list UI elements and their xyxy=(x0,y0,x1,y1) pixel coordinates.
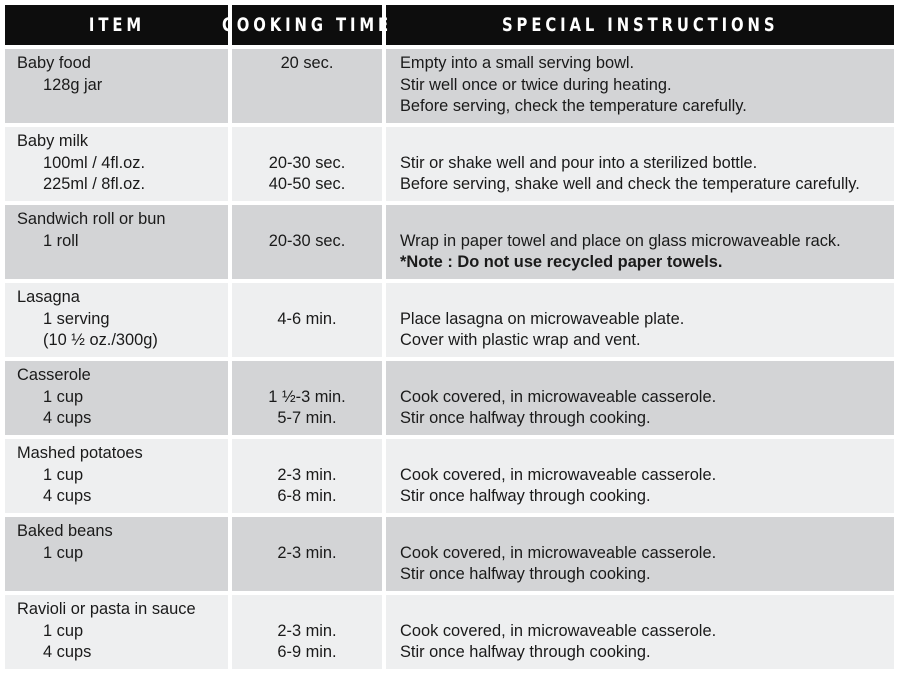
cooking-time xyxy=(232,131,382,153)
table-row xyxy=(5,361,894,435)
instructions-cell xyxy=(386,439,894,513)
instruction-line: Cook covered, in microwaveable casserole. xyxy=(400,387,717,406)
instructions-cell xyxy=(386,127,894,201)
header-special-instructions: SPECIAL INSTRUCTIONS xyxy=(386,5,894,45)
table-row xyxy=(5,439,894,513)
item-portion: 1 cup xyxy=(43,543,84,562)
instructions-cell xyxy=(386,283,894,357)
item-name: Casserole xyxy=(17,366,91,384)
item-portion: 1 serving xyxy=(43,309,110,328)
instruction-line xyxy=(400,599,894,621)
instruction-line: Cook covered, in microwaveable casserole. xyxy=(400,465,717,484)
instruction-line: Stir once halfway through cooking. xyxy=(400,643,651,662)
instruction-line: Cook covered, in microwaveable casserole. xyxy=(400,621,717,640)
instruction-line: Stir once halfway through cooking. xyxy=(400,487,651,506)
instruction-line xyxy=(400,443,894,465)
item-portion: 4 cups xyxy=(43,487,92,506)
instruction-line: Cook covered, in microwaveable casserole. xyxy=(400,543,717,562)
cooking-time: 2-3 min. xyxy=(277,543,337,562)
table-row xyxy=(5,205,894,279)
item-cell xyxy=(5,361,228,435)
table-row xyxy=(5,127,894,201)
item-portion: 1 roll xyxy=(43,231,79,250)
instruction-line xyxy=(400,365,894,387)
table-row xyxy=(5,517,894,591)
cooking-time: 1 ½-3 min. xyxy=(268,387,346,406)
cooking-time xyxy=(232,599,382,621)
instruction-line: Stir once halfway through cooking. xyxy=(400,409,651,428)
instructions-cell xyxy=(386,205,894,279)
item-portion: 128g jar xyxy=(43,75,103,94)
instruction-line: Before serving, check the temperature carefully. xyxy=(400,97,747,116)
instruction-line: Cover with plastic wrap and vent. xyxy=(400,331,641,350)
instructions-cell xyxy=(386,517,894,591)
cooking-time: 40-50 sec. xyxy=(268,175,346,194)
time-cell xyxy=(232,283,382,357)
time-cell xyxy=(232,361,382,435)
item-cell xyxy=(5,439,228,513)
item-cell xyxy=(5,127,228,201)
cooking-time xyxy=(232,209,382,231)
instruction-line: Wrap in paper towel and place on glass microwaveable rack. xyxy=(400,231,841,250)
cooking-time xyxy=(232,443,382,465)
cooking-time: 20 sec. xyxy=(280,54,334,72)
table-row xyxy=(5,595,894,669)
item-name: Baked beans xyxy=(17,522,113,540)
instruction-line xyxy=(400,131,894,153)
cooking-time: 4-6 min. xyxy=(277,309,337,328)
cooking-time xyxy=(232,521,382,543)
item-portion: 1 cup xyxy=(43,465,84,484)
instruction-line xyxy=(400,209,894,231)
header-cooking-time: COOKING TIME xyxy=(232,5,382,45)
cooking-time: 2-3 min. xyxy=(277,465,337,484)
instructions-cell xyxy=(386,361,894,435)
time-cell xyxy=(232,205,382,279)
item-name: Mashed potatoes xyxy=(17,444,143,462)
item-name: Lasagna xyxy=(17,288,80,306)
item-name: Baby food xyxy=(17,54,91,72)
item-portion: 4 cups xyxy=(43,409,92,428)
time-cell xyxy=(232,439,382,513)
item-portion: 225ml / 8fl.oz. xyxy=(43,175,146,194)
item-name: Baby milk xyxy=(17,132,89,150)
item-portion: 1 cup xyxy=(43,387,84,406)
cooking-time: 20-30 sec. xyxy=(268,153,346,172)
instruction-line: Stir once halfway through cooking. xyxy=(400,565,651,584)
cooking-time: 2-3 min. xyxy=(277,621,337,640)
cooking-time xyxy=(232,287,382,309)
instruction-line: Place lasagna on microwaveable plate. xyxy=(400,309,685,328)
cooking-time: 6-9 min. xyxy=(277,643,337,662)
item-portion: 100ml / 4fl.oz. xyxy=(43,153,146,172)
instruction-note: *Note : Do not use recycled paper towels. xyxy=(400,253,723,272)
item-name: Sandwich roll or bun xyxy=(17,210,166,228)
instruction-line: Before serving, shake well and check the temperature carefully. xyxy=(400,175,860,194)
cooking-time: 20-30 sec. xyxy=(268,231,346,250)
cooking-time xyxy=(232,365,382,387)
cooking-table xyxy=(5,5,894,669)
item-cell xyxy=(5,205,228,279)
instruction-line xyxy=(400,521,894,543)
table-header xyxy=(5,5,894,45)
item-portion: 4 cups xyxy=(43,643,92,662)
time-cell xyxy=(232,595,382,669)
item-cell xyxy=(5,49,228,123)
item-name: Ravioli or pasta in sauce xyxy=(17,600,196,618)
instruction-line xyxy=(400,287,894,309)
table-row xyxy=(5,283,894,357)
cooking-time: 5-7 min. xyxy=(277,409,337,428)
time-cell xyxy=(232,49,382,123)
item-portion: 1 cup xyxy=(43,621,84,640)
table-row xyxy=(5,49,894,123)
instruction-line: Stir well once or twice during heating. xyxy=(400,75,672,94)
item-cell xyxy=(5,595,228,669)
header-item: ITEM xyxy=(5,5,228,45)
instruction-line: Empty into a small serving bowl. xyxy=(400,54,635,72)
item-cell xyxy=(5,517,228,591)
instructions-cell xyxy=(386,49,894,123)
instructions-cell xyxy=(386,595,894,669)
item-portion: (10 ½ oz./300g) xyxy=(43,331,158,350)
time-cell xyxy=(232,127,382,201)
time-cell xyxy=(232,517,382,591)
instruction-line: Stir or shake well and pour into a sterilized bottle. xyxy=(400,153,758,172)
item-cell xyxy=(5,283,228,357)
cooking-time: 6-8 min. xyxy=(277,487,337,506)
